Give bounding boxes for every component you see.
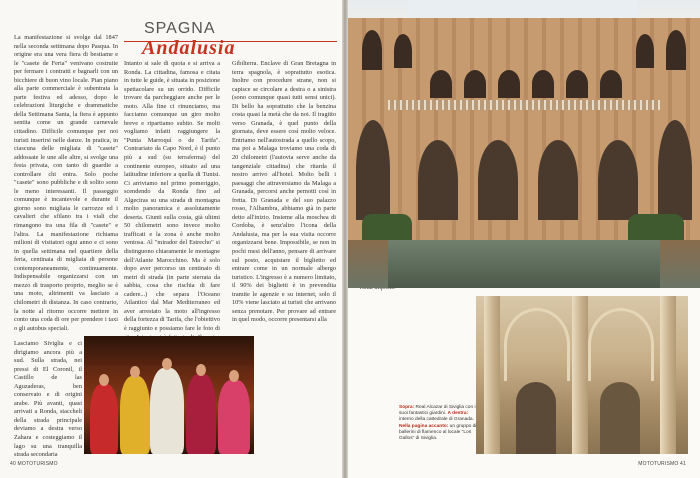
photo-caption (399, 405, 483, 442)
caption-lead-right: A destra: (447, 411, 469, 417)
reflecting-pool (388, 240, 660, 288)
kicker-country: SPAGNA (144, 20, 216, 37)
flamenco-dancers-photo (84, 336, 254, 454)
text-column-1-continued: Lasciamo Siviglia e ci dirigiamo ancora più a sud. Sulla strada, nei pressi di El Coronil, il Castillo de las Aguzaderas, ben conservato e di origini arabe. Più avanti, quasi arrivati a Ronda, staccheli della strada principale deviamo a destra verso Zahara e costeggiamo il lago su una tranquilla strada secondaria (14, 340, 82, 459)
folio-right: MOTOTURISMO 41 (638, 461, 686, 467)
caption-lead-above: Sopra: (399, 405, 415, 410)
article-title: Andalusia (142, 37, 236, 59)
folio-left: 40 MOTOTURISMO (10, 461, 58, 467)
caption-text-above: Real Alcazar di Siviglia con i suoi fantastici giardini. (399, 405, 476, 417)
text-column-1: La manifestazione si svolge dal 1847 nella seconda settimana dopo Pasqua. In origine era una vera fiera di bestiame e le "casete de Feria" venivano costruite per fermare i contratti e bagnarli con un bicchiere di buon vino locale. Pian piano alla parte commerciale è subentrata la parte festiva ed adesso, dopo le celebrazioni liturgiche e drammatiche della Settimana Santa, la fiera è appunto sentita come un grande carnevale cittadino. Difficile comunque per noi turisti inserirsi nelle danze. In pratica, in ciascuna delle migliaia di "casete" addossate le une alle altre, si svolge una festa privata, con tanto di guardie a controllare chi entra. Solo poche "casete" sono pubbliche e di solito sono le meno interessanti. Il passeggio comunque è incantevole e durante il giorno sono migliaia le carrozze ed i cavalieri che sfilano tra i viali che rimangono tra una fila di "casete" e l'altra. La manifestazione richiama milioni di visitatori ogni anno e ci sono in quella settimana nel quartiere della feria, centinaia di migliaia di persone contemporaneamente, continuamente. Indispensabile organizzarsi con un mezzo di trasporto proprio, meglio se è una moto, altrimenti va lasciato a chilometri di distanza. In caso contrario, la notte al ritorno occorre mettere in conto una coda di ore per prendere i taxi o gli autobus speciali. (14, 34, 118, 332)
caption-text-right: interno della cattedrale di Granada. (399, 417, 474, 423)
text-column-3: Gibilterra. Enclave di Gran Bretagna in terra spagnola, è soprattutto esotica. Inoltre con procedure strane, non si capisce se circolare a destra o a sinistra (sono comunque quasi tutti sensi unici). Di bello ha soprattutto che la benzina costa quasi la metà che da noi. Il tragitto verso Granada, è quel punto della giornata, deve essere così molto veloce. Entriamo nell'autostrada a quello scopo, ma poi a Malaga troviamo una coda di 20 chilometri (l'autovia serve anche da tangenziale cittadina) che ritarda il nostro arrivo all'hotel. Molto belli i paesaggi che attraversiamo da Malaga a Granada, percorsi anche pernotti così in fretta. Di Granada e del suo palazzo rosso, l'Alhambra, abbiamo già in parte detto all'inizio. Insieme alla moschea di Cordoba, è senz'altro l'icona della Andalusia, ma per la sua visita occorre organizzarsi bene. Impossibile, se non in pochi mesi dell'anno, pensare di arrivare sul posto, acquistare il biglietto ed entrare come in un normale albergo turistico. L'ingresso è a numero limitato, il 90% dei biglietti è in prevendita tramite le agenzie e su internet, solo il 10% viene lasciato ai turisti che arrivano senza prenotare. Per provare ad entrare in quel modo, occorre presentarsi alla (232, 60, 336, 324)
alcazar-courtyard-photo (348, 0, 700, 288)
caption-lead-facing: Nella pagina accanto: (399, 423, 449, 429)
text-column-2: Intanto si sale di quota e si arriva a Ronda. La cittadina, famosa e citata in tutte le guide, è situata in posizione spettacolare su un orrido. Difficile trovare da parcheggiare anche per le moto. Alla fine ci rinunciamo, ma facciamo comunque un giro molto breve e ripartiamo subito. Se molti vogliamo infatti raggiungere la "Punta Marroquí o de Tarifa". Contrariato da Capo Nord, è il punto più a sud (su terraferma) del continente europeo, situato ad una latitudine inferiore a quella di Tunisi. Ci arriviamo nel primo pomeriggio, scendendo da Ronda fino ad Algeciras su una strada di montagna molto panoramica e assolutamente deserta. Giunti sulla costa, già ultimi 50 chilometri sono invece molto trafficati e la zona è anche molto ventosa. Al "mirador del Estrecho" si distinguono chiaramente le montagne dell'Atlante Marocchino. Ma è solo dopo aver percorso un centinaio di metri di strada (in parte sterrata da sabbia, cosa che rischia di fare cadere...) che separa l'Oceano Atlantico dal Mar Mediterraneo ed aver arrestato la moto all'ingresso della fortezza di Tarifa, che l'obiettivo è raggiunto e possiamo fare le foto di (124, 60, 220, 332)
left-page (0, 0, 342, 478)
caption-text-facing: un gruppo di ballerini di flamenco al locale "Los Gallos" di Siviglia. (399, 423, 477, 442)
cathedral-interior-photo (476, 296, 688, 454)
